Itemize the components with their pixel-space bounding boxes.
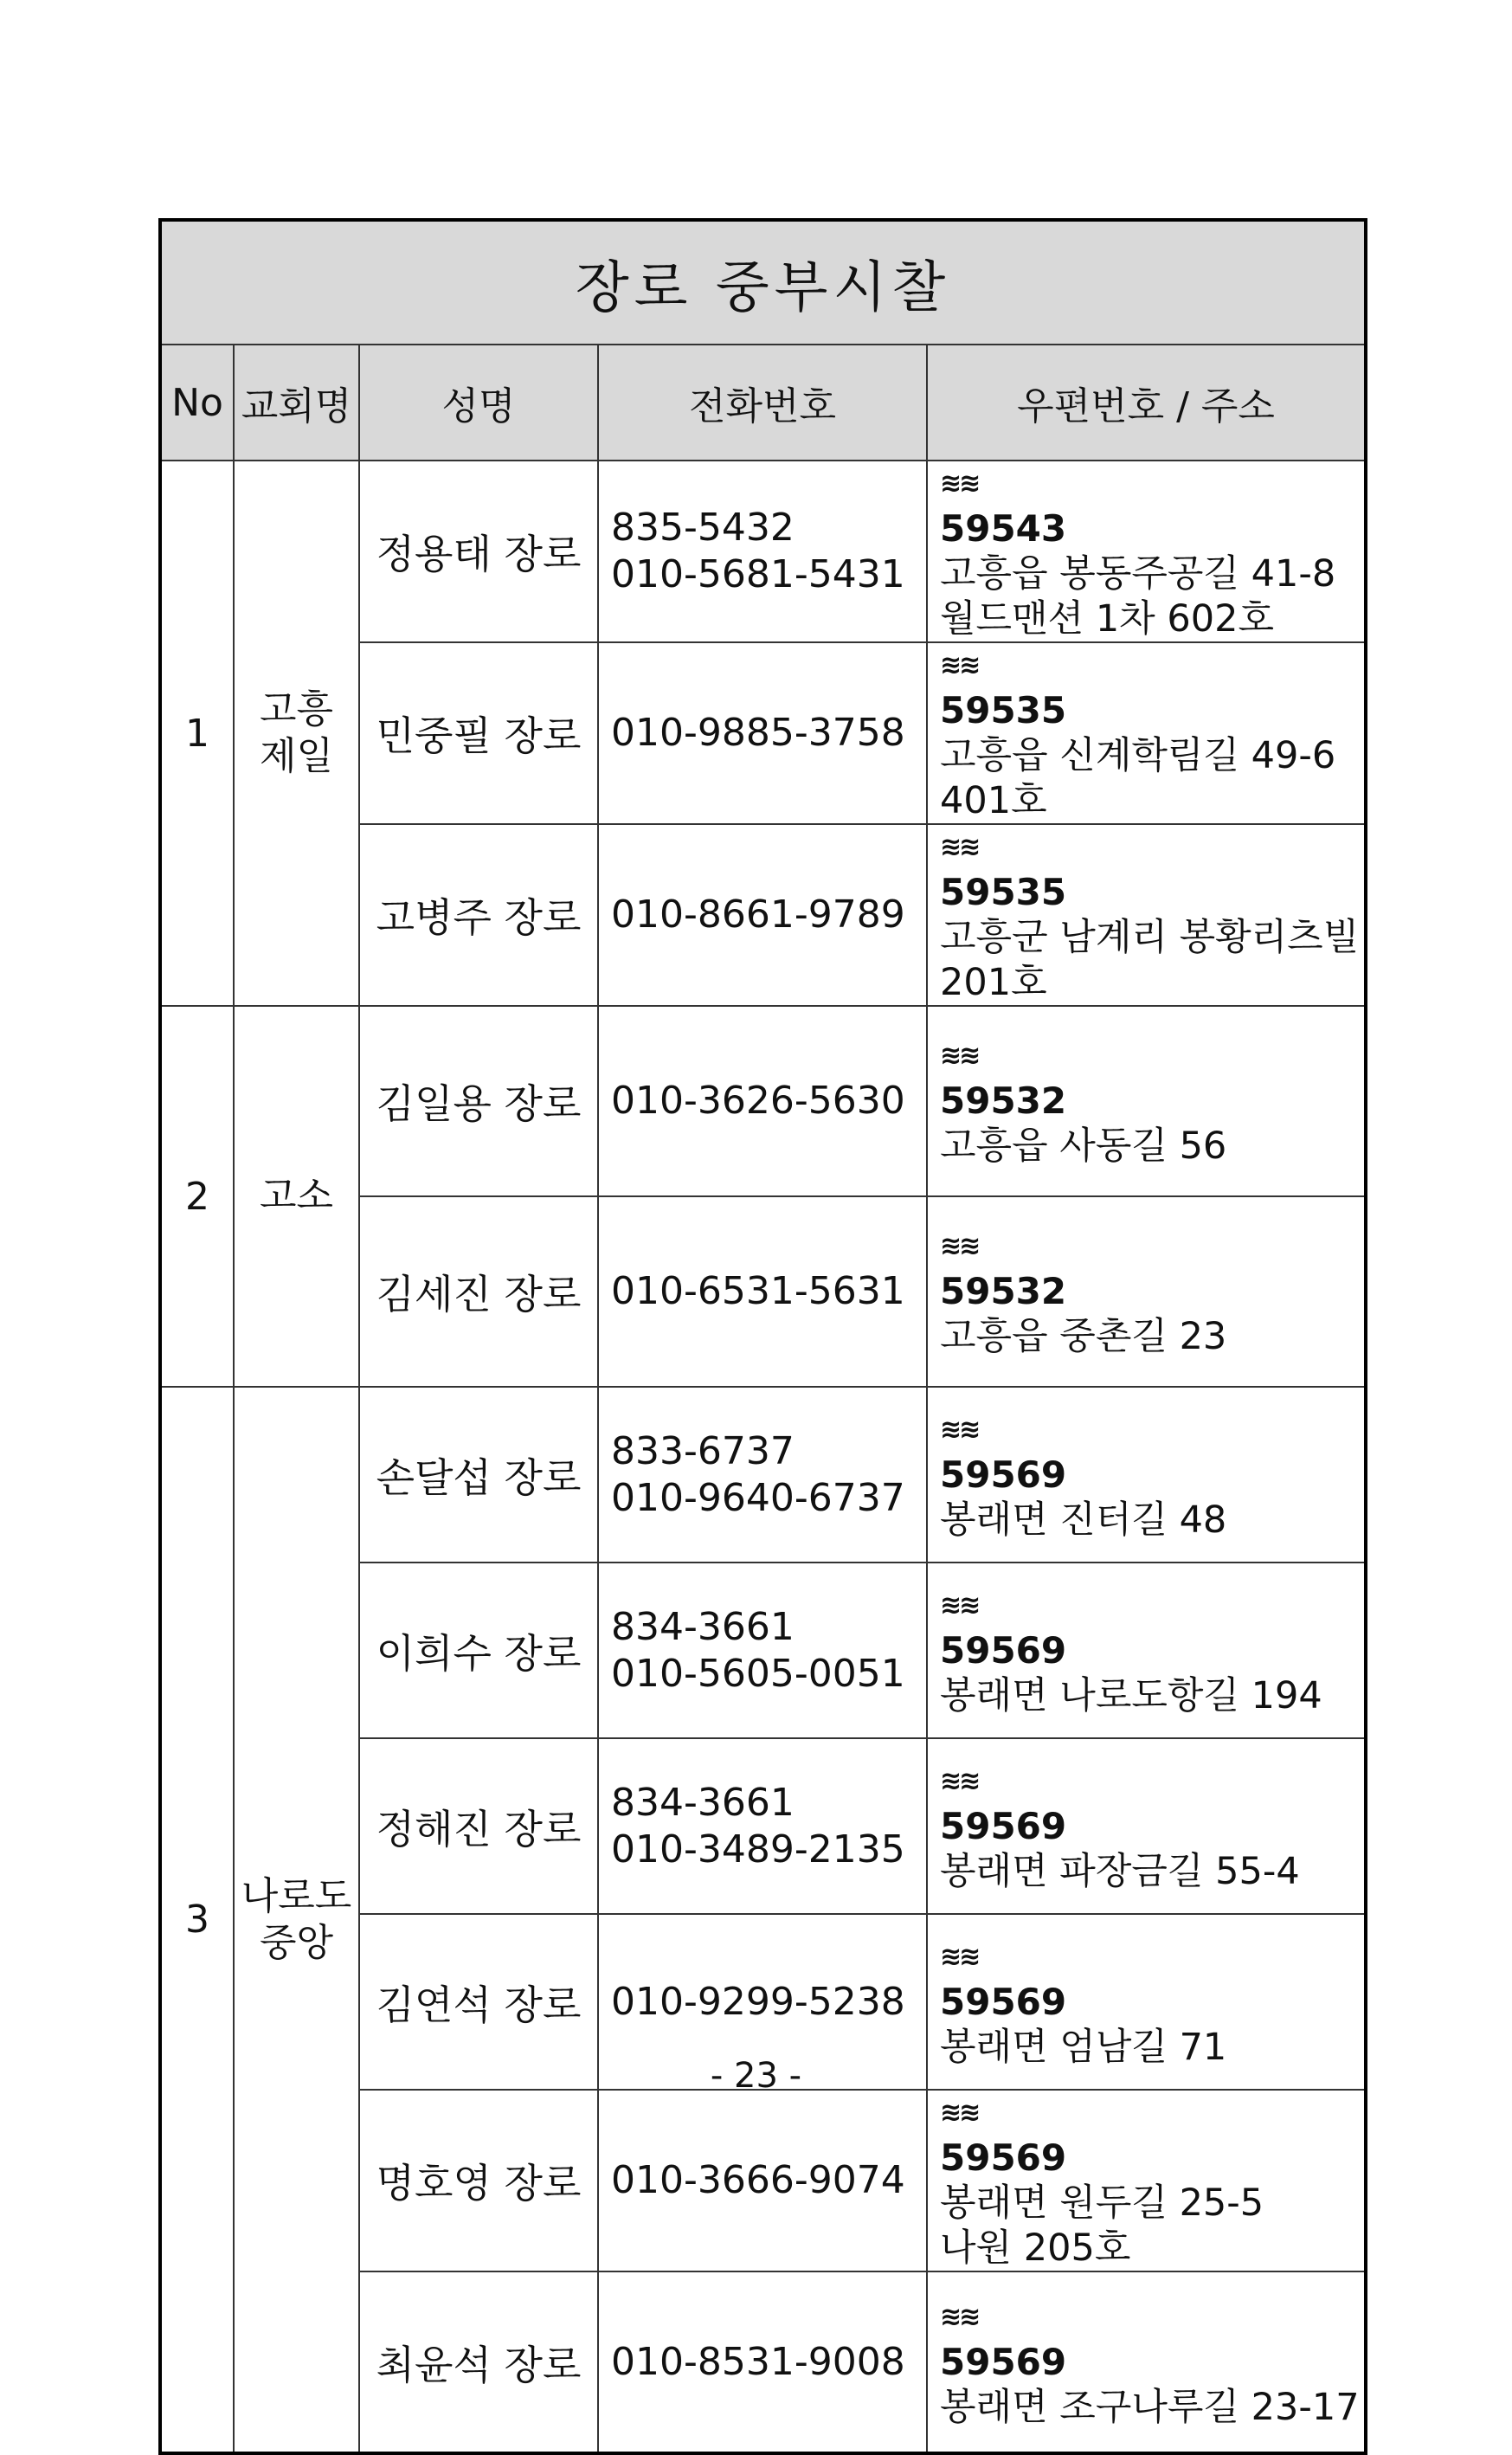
phone-cell	[598, 642, 927, 824]
zip-code: 59535	[940, 689, 1067, 731]
phone-cell	[598, 2271, 927, 2453]
elder-name: 김일용 장로	[359, 1006, 598, 1196]
address-line: 고흥읍 신계학림길 49-6	[940, 734, 1336, 777]
address-line: 고흥읍 사동길 56	[940, 1124, 1227, 1168]
phone-number: 834-3661	[611, 1604, 795, 1649]
phone-number: 010-9299-5238	[611, 1979, 905, 2024]
address-cell	[927, 1738, 1366, 1914]
phone-cell	[598, 1006, 927, 1196]
header-name: 성명	[359, 345, 598, 461]
zip-code: 59569	[940, 1453, 1067, 1496]
address-line: 봉래면 나로도항길 194	[940, 1673, 1322, 1717]
table-row	[160, 1387, 1366, 1563]
elder-name: 최윤석 장로	[359, 2271, 598, 2453]
zip-mark-icon: ≋≋	[940, 2097, 979, 2128]
phone-number: 010-3489-2135	[611, 1827, 905, 1872]
church-number: 3	[160, 1387, 234, 2453]
address-cell	[927, 2090, 1366, 2271]
address-cell	[927, 1196, 1366, 1387]
phone-number: 010-6531-5631	[611, 1269, 905, 1313]
phone-cell	[598, 1563, 927, 1738]
zip-mark-icon: ≋≋	[940, 832, 979, 862]
zip-code: 59569	[940, 1980, 1067, 2023]
phone-number: 833-6737	[611, 1428, 795, 1473]
header-address: 우편번호 / 주소	[927, 345, 1366, 461]
elder-name: 정해진 장로	[359, 1738, 598, 1914]
phone-number: 010-3666-9074	[611, 2158, 905, 2202]
church-name	[234, 1387, 359, 2453]
church-name-line: 제일	[259, 734, 333, 778]
zip-mark-icon: ≋≋	[940, 650, 979, 680]
phone-number: 010-9885-3758	[611, 711, 905, 755]
table-title: 장로 중부시찰	[160, 220, 1366, 345]
church-name	[234, 461, 359, 1006]
phone-cell	[598, 1196, 927, 1387]
address-line: 봉래면 진터길 48	[940, 1498, 1227, 1542]
address-cell	[927, 642, 1366, 824]
zip-code: 59532	[940, 1079, 1067, 1122]
elder-name: 김세진 장로	[359, 1196, 598, 1387]
phone-number: 010-8531-9008	[611, 2339, 905, 2384]
address-cell	[927, 2271, 1366, 2453]
elder-name: 이희수 장로	[359, 1563, 598, 1738]
address-line: 201호	[940, 961, 1047, 1004]
zip-code: 59532	[940, 1270, 1067, 1312]
zip-line	[940, 1224, 1364, 1314]
table-row	[160, 461, 1366, 642]
zip-code: 59543	[940, 507, 1067, 550]
zip-line	[940, 1583, 1364, 1673]
church-name-line: 고소	[259, 1174, 333, 1218]
address-cell	[927, 824, 1366, 1006]
address-line: 나원 205호	[940, 2226, 1131, 2270]
zip-line	[940, 2295, 1364, 2385]
zip-mark-icon: ≋≋	[940, 1041, 979, 1071]
phone-cell	[598, 1738, 927, 1914]
elder-directory-table	[158, 218, 1367, 2455]
phone-cell	[598, 461, 927, 642]
table-row	[160, 1006, 1366, 1196]
table-body	[160, 220, 1366, 2453]
phone-cell	[598, 1387, 927, 1563]
elder-name: 정용태 장로	[359, 461, 598, 642]
church-name-line: 나로도	[241, 1873, 352, 1918]
title-row	[160, 220, 1366, 345]
zip-mark-icon: ≋≋	[940, 468, 979, 499]
zip-code: 59569	[940, 2136, 1067, 2179]
phone-number: 010-5605-0051	[611, 1651, 905, 1696]
church-name-line: 고흥	[259, 687, 333, 731]
elder-name: 고병주 장로	[359, 824, 598, 1006]
zip-mark-icon: ≋≋	[940, 2301, 979, 2332]
phone-number: 010-5681-5431	[611, 552, 905, 596]
zip-mark-icon: ≋≋	[940, 1231, 979, 1261]
zip-mark-icon: ≋≋	[940, 1589, 979, 1621]
zip-mark-icon: ≋≋	[940, 1765, 979, 1796]
zip-mark-icon: ≋≋	[940, 1414, 979, 1445]
zip-line	[940, 1935, 1364, 2025]
elder-name: 명호영 장로	[359, 2090, 598, 2271]
church-name	[234, 1006, 359, 1387]
elder-name: 손달섭 장로	[359, 1387, 598, 1563]
zip-code: 59569	[940, 2340, 1067, 2383]
address-line: 봉래면 엄남길 71	[940, 2025, 1227, 2069]
church-name-line: 중앙	[259, 1920, 333, 1965]
zip-line	[940, 1034, 1364, 1124]
address-cell	[927, 461, 1366, 642]
zip-mark-icon: ≋≋	[940, 1941, 979, 1972]
header-church: 교회명	[234, 345, 359, 461]
zip-line	[940, 1408, 1364, 1498]
address-line: 봉래면 조구나루길 23-17	[940, 2385, 1360, 2429]
phone-number: 835-5432	[611, 506, 795, 550]
zip-line	[940, 643, 1364, 733]
phone-number: 834-3661	[611, 1780, 795, 1825]
address-line: 고흥군 남계리 봉황리츠빌	[940, 916, 1360, 959]
address-line: 봉래면 파장금길 55-4	[940, 1849, 1300, 1893]
zip-code: 59535	[940, 871, 1067, 913]
phone-cell	[598, 2090, 927, 2271]
page-number: - 23 -	[710, 2056, 802, 2096]
zip-line	[940, 461, 1364, 551]
header-no: No	[160, 345, 234, 461]
header-phone: 전화번호	[598, 345, 927, 461]
address-cell	[927, 1006, 1366, 1196]
address-line: 401호	[940, 779, 1047, 822]
church-number: 1	[160, 461, 234, 1006]
zip-line	[940, 825, 1364, 915]
phone-number: 010-9640-6737	[611, 1475, 905, 1520]
address-line: 고흥읍 봉동주공길 41-8	[940, 552, 1336, 596]
zip-code: 59569	[940, 1628, 1067, 1672]
phone-number: 010-8661-9789	[611, 892, 905, 937]
zip-line	[940, 2091, 1364, 2181]
address-line: 고흥읍 중촌길 23	[940, 1315, 1227, 1358]
address-cell	[927, 1387, 1366, 1563]
address-line: 월드맨션 1차 602호	[940, 597, 1274, 641]
elder-name: 김연석 장로	[359, 1914, 598, 2090]
address-line: 봉래면 원두길 25-5	[940, 2181, 1264, 2225]
zip-code: 59569	[940, 1804, 1067, 1847]
header-row	[160, 345, 1366, 461]
phone-number: 010-3626-5630	[611, 1079, 905, 1123]
elder-name: 민중필 장로	[359, 642, 598, 824]
phone-cell	[598, 824, 927, 1006]
church-number: 2	[160, 1006, 234, 1387]
zip-line	[940, 1759, 1364, 1849]
address-cell	[927, 1563, 1366, 1738]
